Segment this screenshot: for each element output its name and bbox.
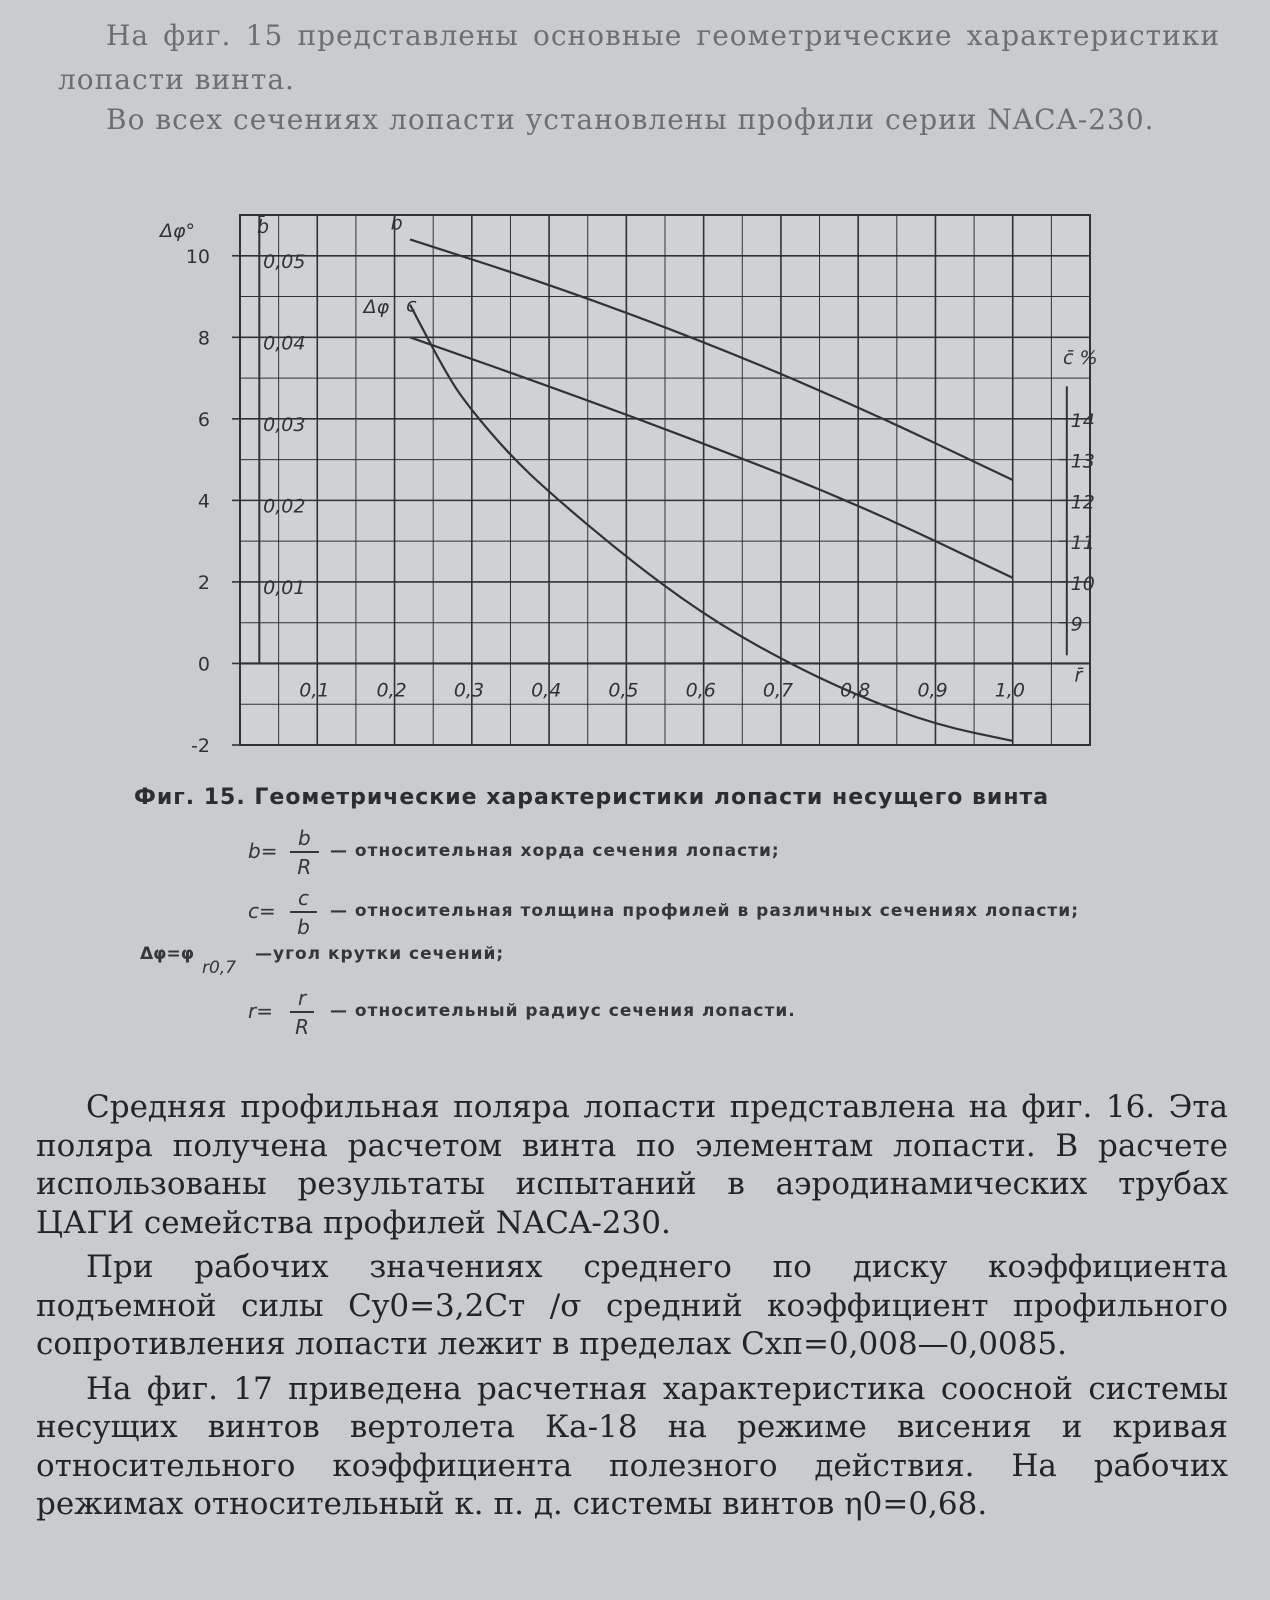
dphi-tick-label: 0 bbox=[197, 653, 210, 676]
c-tick-label: 14 bbox=[1070, 409, 1095, 432]
b-tick-label: 0,04 bbox=[263, 332, 306, 355]
x-axis-label: r̄ bbox=[1074, 664, 1083, 687]
b-tick-label: 0,05 bbox=[263, 250, 306, 273]
legend-subscript: r0,7 bbox=[202, 958, 237, 978]
figure-caption: Фиг. 15. Геометрические характеристики лопасти несущего винта bbox=[134, 785, 1050, 810]
x-tick-label: 0,9 bbox=[917, 679, 948, 702]
x-tick-label: 0,7 bbox=[762, 679, 794, 702]
dphi-tick-label: 10 bbox=[185, 245, 210, 268]
c-tick-label: 12 bbox=[1070, 491, 1095, 514]
dphi-tick-label: 8 bbox=[197, 327, 210, 350]
legend-description: —угол крутки сечений; bbox=[255, 944, 505, 964]
legend-row-b bbox=[140, 825, 1200, 881]
legend-fraction bbox=[290, 885, 317, 941]
legend-row-c bbox=[140, 885, 1200, 941]
body-paragraph-2: При рабочих значениях среднего по диску коэффициента подъемной силы Cy0=3,2Cт /σ средний коэффициент профильного сопротивления лопасти лежит в пределах Cxп=0,008—0,0085. bbox=[36, 1249, 1228, 1362]
legend-fraction bbox=[290, 825, 319, 881]
body-text bbox=[36, 1088, 1228, 1530]
b-tick-label: 0,01 bbox=[263, 576, 306, 599]
b-tick-label: 0,03 bbox=[263, 413, 306, 436]
x-tick-label: 0,2 bbox=[376, 679, 407, 702]
dphi-tick-label: -2 bbox=[191, 735, 210, 757]
fraction-denominator: R bbox=[297, 855, 312, 879]
legend-description: — относительная хорда сечения лопасти; bbox=[330, 841, 780, 861]
b-tick-label: 0,02 bbox=[263, 495, 306, 518]
legend-lhs: Δφ=φ bbox=[140, 944, 194, 964]
fraction-denominator: b bbox=[297, 915, 310, 939]
legend-description: — относительная толщина профилей в различных сечениях лопасти; bbox=[330, 901, 1079, 921]
x-tick-label: 0,4 bbox=[531, 679, 562, 702]
legend-lhs: r= bbox=[248, 999, 273, 1023]
fraction-numerator: c bbox=[290, 885, 317, 913]
body-paragraph-1: Средняя профильная поляра лопасти представлена на фиг. 16. Эта поляра получена расчетом винта по элементам лопасти. В расчете использованы результаты испытаний в аэродинамических трубах ЦАГИ семейства профилей NACA-230. bbox=[36, 1089, 1228, 1241]
x-tick-label: 0,5 bbox=[608, 679, 639, 702]
curve-label-c: c bbox=[406, 294, 417, 317]
curve-label-dphi: Δφ bbox=[363, 295, 390, 318]
figure-legend bbox=[140, 825, 1200, 1065]
intro-paragraph-1: На фиг. 15 представлены основные геометрические характеристики лопасти винта. bbox=[58, 19, 1220, 96]
x-tick-label: 0,3 bbox=[453, 679, 485, 702]
fraction-numerator: r bbox=[290, 985, 314, 1013]
body-paragraph-3: На фиг. 17 приведена расчетная характеристика соосной системы несущих винтов вертолета Ка-18 на режиме висения и кривая относительного коэффициента полезного действия. На рабочих режимах относительный к. п. д. системы винтов η0=0,68. bbox=[36, 1370, 1228, 1522]
fraction-numerator: b bbox=[290, 825, 319, 853]
dphi-tick-label: 4 bbox=[197, 490, 210, 513]
x-tick-label: 0,1 bbox=[299, 679, 330, 702]
figure-15 bbox=[140, 205, 1120, 775]
legend-fraction bbox=[290, 985, 314, 1041]
legend-lhs: b= bbox=[248, 839, 278, 863]
fraction-denominator: R bbox=[295, 1015, 310, 1039]
x-tick-label: 0,6 bbox=[685, 679, 716, 702]
dphi-tick-label: 6 bbox=[197, 408, 210, 431]
b-axis-label: b̄ bbox=[257, 216, 270, 238]
legend-row-r bbox=[140, 985, 1200, 1041]
dphi-axis-label: Δφ° bbox=[160, 220, 196, 242]
legend-description: — относительный радиус сечения лопасти. bbox=[330, 1001, 796, 1021]
dphi-tick-label: 2 bbox=[197, 571, 210, 594]
c-tick-label: 9 bbox=[1070, 613, 1083, 636]
c-axis-label: c̄ % bbox=[1062, 347, 1098, 370]
legend-lhs: c= bbox=[248, 899, 276, 923]
c-tick-label: 10 bbox=[1070, 572, 1095, 595]
c-tick-label: 11 bbox=[1070, 532, 1095, 555]
x-tick-label: 1,0 bbox=[994, 679, 1025, 702]
c-tick-label: 13 bbox=[1070, 450, 1095, 473]
curve-label-b: b bbox=[390, 212, 403, 235]
x-tick-label: 0,8 bbox=[840, 679, 871, 702]
blade-geometry-chart bbox=[140, 205, 1120, 775]
intro-paragraph-2: Во всех сечениях лопасти установлены профили серии NACA-230. bbox=[106, 103, 1155, 136]
